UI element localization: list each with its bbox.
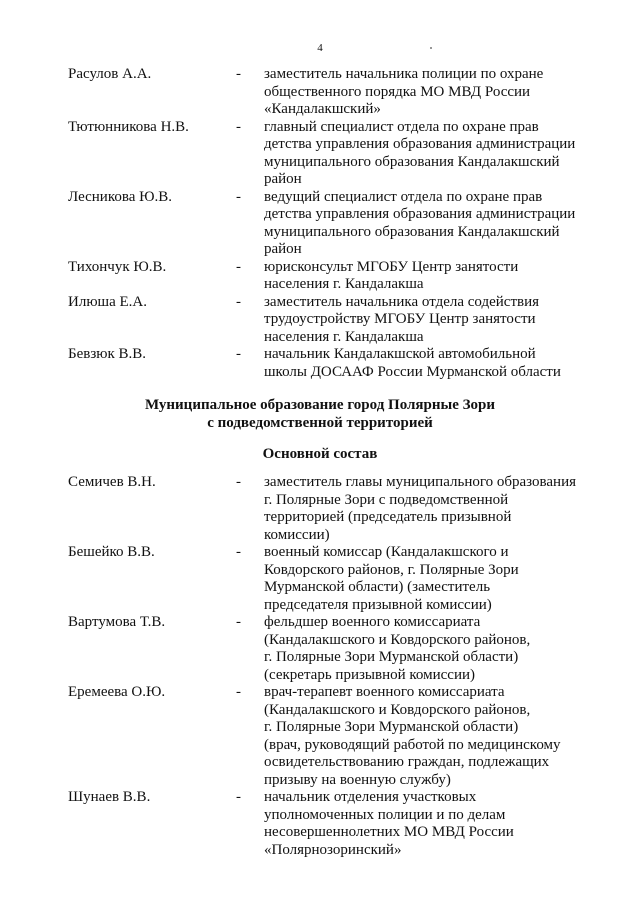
position-line: территорией (председатель призывной (264, 509, 512, 525)
member-position (264, 119, 588, 189)
dash-separator: - (236, 258, 241, 275)
member-position (264, 346, 588, 381)
member-entry (68, 294, 588, 347)
member-name: Бевзюк В.В. (68, 346, 147, 362)
dash-separator: - (236, 684, 241, 700)
member-name: Еремеева О.Ю. (68, 684, 166, 700)
section-subtitle: Основной состав (262, 446, 378, 462)
position-line: (врач, руководящий работой по медицинскому (264, 736, 561, 753)
member-entry (68, 119, 588, 189)
position-line: (Кандалакшского и Ковдорского районов, (264, 701, 531, 718)
member-entry (68, 259, 588, 294)
member-entry (68, 474, 588, 544)
position-line: общественного порядка МО МВД России (264, 83, 531, 100)
member-position (264, 474, 588, 544)
position-line: начальник отделения участковых (264, 789, 477, 805)
position-line: населения г. Кандалакша (264, 328, 424, 345)
member-position (264, 614, 588, 684)
position-line: комиссии) (264, 526, 330, 543)
member-position (264, 66, 588, 119)
position-line: начальник Кандалакшской автомобильной (264, 346, 536, 362)
position-line: несовершеннолетних МО МВД России (264, 824, 514, 840)
position-line: председателя призывной комиссии) (264, 596, 492, 613)
position-line: заместитель начальника полиции по охране (264, 66, 544, 82)
member-name: Тютюнникова Н.В. (68, 118, 189, 135)
position-line: заместитель главы муниципального образования (264, 474, 577, 490)
member-name: Лесникова Ю.В. (68, 188, 173, 205)
position-line: детства управления образования администрации (264, 206, 576, 222)
section-title-line: с подведомственной территорией (207, 414, 433, 431)
position-line: детства управления образования администрации (264, 136, 576, 152)
position-line: главный специалист отдела по охране прав (264, 118, 539, 135)
position-line: врач-терапевт военного комиссариата (264, 684, 505, 700)
position-line: муниципального образования Кандалакшский (264, 153, 560, 170)
dash-separator: - (236, 346, 241, 362)
position-line: освидетельствованию граждан, подлежащих (264, 754, 550, 770)
member-position (264, 189, 588, 259)
page-number: 4 (317, 42, 323, 54)
position-line: г. Полярные Зори с подведомственной (264, 491, 509, 508)
section-title (0, 397, 640, 432)
member-position (264, 789, 588, 859)
position-line: (Кандалакшского и Ковдорского районов, (264, 631, 531, 648)
position-line: Мурманской области) (заместитель (264, 579, 491, 595)
member-name: Семичев В.Н. (68, 474, 156, 490)
position-line: район (264, 171, 302, 187)
position-line: Ковдорского районов, г. Полярные Зори (264, 561, 519, 578)
position-line: школы ДОСААФ России Мурманской области (264, 363, 561, 380)
position-line: заместитель начальника отдела содействия (264, 293, 540, 310)
position-line: (секретарь призывной комиссии) (264, 666, 475, 683)
position-line: г. Полярные Зори Мурманской области) (264, 649, 519, 665)
dash-separator: - (236, 474, 241, 490)
section-title-line: Муниципальное образование город Полярные Зори (144, 397, 496, 413)
member-name: Вартумова Т.В. (68, 614, 166, 630)
scan-speck (430, 47, 432, 49)
dash-separator: - (236, 188, 241, 205)
member-list-polyarnye-zori (68, 474, 588, 859)
member-entry (68, 789, 588, 859)
member-entry (68, 614, 588, 684)
dash-separator: - (236, 118, 241, 135)
member-name: Шунаев В.В. (68, 789, 151, 805)
position-line: юрисконсульт МГОБУ Центр занятости (264, 258, 519, 275)
position-line: уполномоченных полиции и по делам (264, 806, 506, 823)
position-line: военный комиссар (Кандалакшского и (264, 544, 509, 560)
member-entry (68, 189, 588, 259)
position-line: район (264, 241, 302, 257)
dash-separator: - (236, 544, 241, 560)
member-name: Илюша Е.А. (68, 293, 147, 310)
member-position (264, 684, 588, 789)
dash-separator: - (236, 614, 241, 630)
position-line: призыву на военную службу) (264, 771, 451, 788)
member-position (264, 294, 588, 347)
member-name: Тихончук Ю.В. (68, 258, 167, 275)
position-line: фельдшер военного комиссариата (264, 614, 481, 630)
member-list-kandalaksha (68, 66, 588, 381)
member-name: Расулов А.А. (68, 66, 152, 82)
position-line: «Кандалакшский» (264, 101, 381, 117)
dash-separator: - (236, 789, 241, 805)
position-line: «Полярнозоринский» (264, 841, 402, 858)
dash-separator: - (236, 293, 241, 310)
member-position (264, 259, 588, 294)
position-line: г. Полярные Зори Мурманской области) (264, 719, 519, 735)
member-name: Бешейко В.В. (68, 544, 155, 560)
position-line: трудоустройству МГОБУ Центр занятости (264, 311, 536, 327)
member-entry (68, 684, 588, 789)
position-line: муниципального образования Кандалакшский (264, 223, 560, 240)
dash-separator: - (236, 66, 241, 82)
member-entry (68, 66, 588, 119)
position-line: ведущий специалист отдела по охране прав (264, 188, 543, 205)
member-entry (68, 544, 588, 614)
member-position (264, 544, 588, 614)
member-entry (68, 346, 588, 381)
position-line: населения г. Кандалакша (264, 276, 424, 292)
